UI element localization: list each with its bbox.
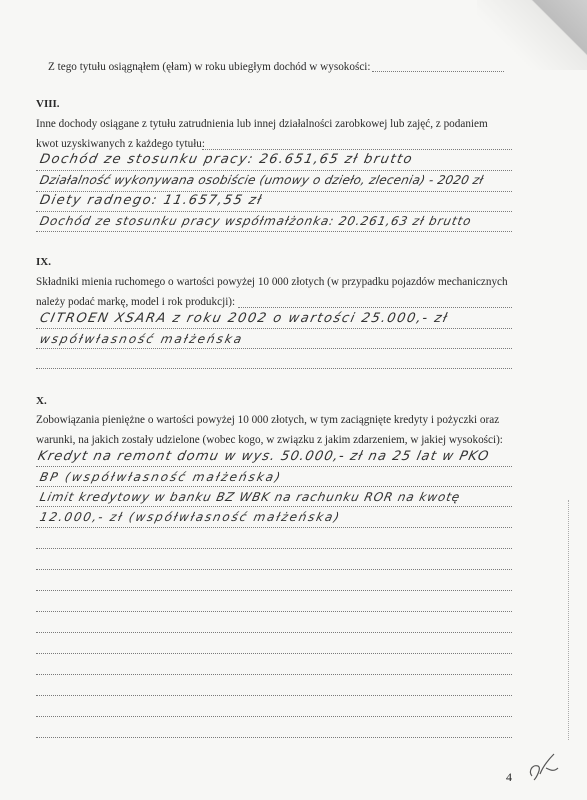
dotted-line [36, 716, 512, 717]
handwritten-entry: Dochód ze stosunku pracy współmałżonka: 20.261,63 zł brutto [38, 214, 473, 228]
dotted-line [36, 674, 512, 675]
section-viii-heading: VIII. [36, 98, 60, 110]
dotted-line [36, 695, 512, 696]
dotted-line [36, 170, 512, 171]
handwritten-entry: Działalność wykonywana osobiście (umowy o dzieło, zlecenia) - 2020 zł [38, 173, 485, 187]
handwritten-entry: CITROEN XSARA z roku 2002 o wartości 25.000,- zł [38, 311, 450, 326]
dotted-line [36, 737, 512, 738]
handwritten-entry: Diety radnego: 11.657,55 zł [38, 193, 265, 208]
dotted-line [36, 611, 512, 612]
handwritten-entry: Dochód ze stosunku pracy: 26.651,65 zł brutto [38, 152, 415, 167]
dotted-line [36, 486, 512, 487]
section-x-line2: warunki, na jakich zostały udzielone (wobec kogo, w związku z jakim zdarzeniem, w jakiej wysokości): [36, 434, 503, 446]
section-ix-heading: IX. [36, 256, 51, 268]
dotted-line [36, 506, 512, 507]
dotted-line [36, 328, 512, 329]
initials-signature [524, 750, 564, 786]
section-viii-line2: kwot uzyskiwanych z każdego tytułu: [36, 138, 206, 150]
folded-corner [477, 0, 587, 70]
dotted-line [36, 569, 512, 570]
dotted-line [202, 149, 512, 150]
section-ix-line2: należy podać markę, model i rok produkcji): [36, 296, 236, 308]
dotted-line [372, 71, 504, 72]
page-edge-mark [568, 500, 569, 740]
dotted-line [36, 211, 512, 212]
handwritten-entry: Limit kredytowy w banku BZ WBK na rachunku ROR na kwotę [38, 490, 462, 504]
dotted-line [36, 548, 512, 549]
section-x-line1: Zobowiązania pieniężne o wartości powyżej 10 000 złotych, w tym zaciągnięte kredyty i pożyczki oraz [36, 414, 500, 426]
page-number: 4 [506, 770, 512, 784]
dotted-line [36, 590, 512, 591]
dotted-line [36, 527, 512, 528]
dotted-line [36, 231, 512, 232]
handwritten-entry: współwłasność małżeńska [38, 332, 245, 346]
dotted-line [36, 191, 512, 192]
handwritten-entry: 12.000,- zł (współwłasność małżeńska) [38, 510, 343, 524]
dotted-line [36, 466, 512, 467]
dotted-line [36, 368, 512, 369]
section-viii-line1: Inne dochody osiągane z tytułu zatrudnienia lub innej działalności zarobkowej lub zajęć, z podaniem [36, 118, 488, 130]
income-line-label: Z tego tytułu osiągnąłem (ęłam) w roku ubiegłym dochód w wysokości: [48, 61, 371, 73]
dotted-line [238, 307, 512, 308]
dotted-line [36, 632, 512, 633]
section-x-heading: X. [36, 395, 47, 407]
dotted-line [36, 653, 512, 654]
section-ix-line1: Składniki mienia ruchomego o wartości powyżej 10 000 złotych (w przypadku pojazdów mechanicznych [36, 276, 508, 288]
dotted-line [36, 348, 512, 349]
handwritten-entry: BP (współwłasność małżeńska) [38, 470, 284, 484]
handwritten-entry: Kredyt na remont domu w wys. 50.000,- zł na 25 lat w PKO [36, 449, 491, 464]
